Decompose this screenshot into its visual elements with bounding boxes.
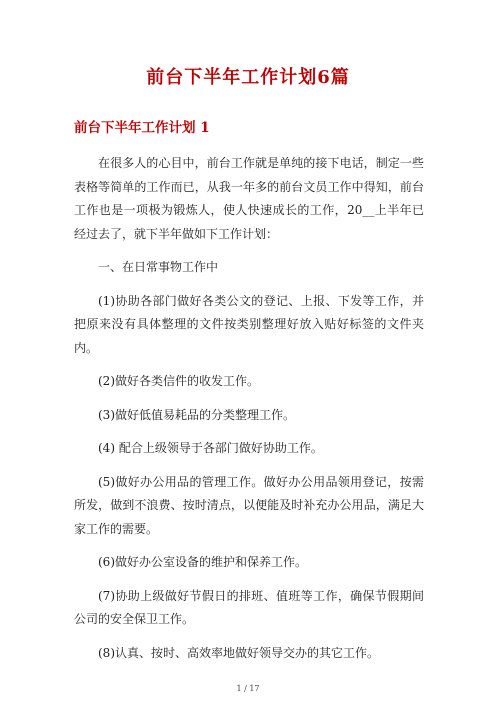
list-item: (6)做好办公室设备的维护和保养工作。 [98,555,307,569]
paragraph-intro: 在很多人的心目中，前台工作就是单纯的接下电话，制定一些表格等简单的工作而已，从我一年多的前台文员工作中得知，前台工作也是一项极为锻炼人，使人快速成长的工作，20__上半年已经过去了，就下半年做如下工作计划： [74,156,424,241]
list-item: (5)做好办公用品的管理工作。做好办公用品领用登记，按需所发，做到不浪费、按时清点，以便能及时补充办公用品，满足大家工作的需要。 [74,474,424,536]
list-item: (7)协助上级做好节假日的排班、值班等工作，确保节假期间公司的安全保卫工作。 [74,588,424,626]
list-item: (1)协助各部门做好各类公文的登记、上报、下发等工作，并把原来没有具体整理的文件按类别整理好放入贴好标签的文件夹内。 [74,293,424,355]
list-item: (4) 配合上级领导于各部门做好协助工作。 [98,441,323,455]
document-body [74,152,424,675]
list-item: (2)做好各类信件的收发工作。 [98,374,259,388]
list-item: (3)做好低值易耗品的分类整理工作。 [98,407,295,422]
section-heading: 前台下半年工作计划 1 [74,120,210,136]
page-number: 1 / 17 [236,684,260,693]
list-item: (8)认真、按时、高效率地做好领导交办的其它工作。 [98,645,380,660]
paragraph-subheading: 一、在日常事物工作中 [98,260,219,274]
document-title: 前台下半年工作计划6篇 [146,67,350,88]
